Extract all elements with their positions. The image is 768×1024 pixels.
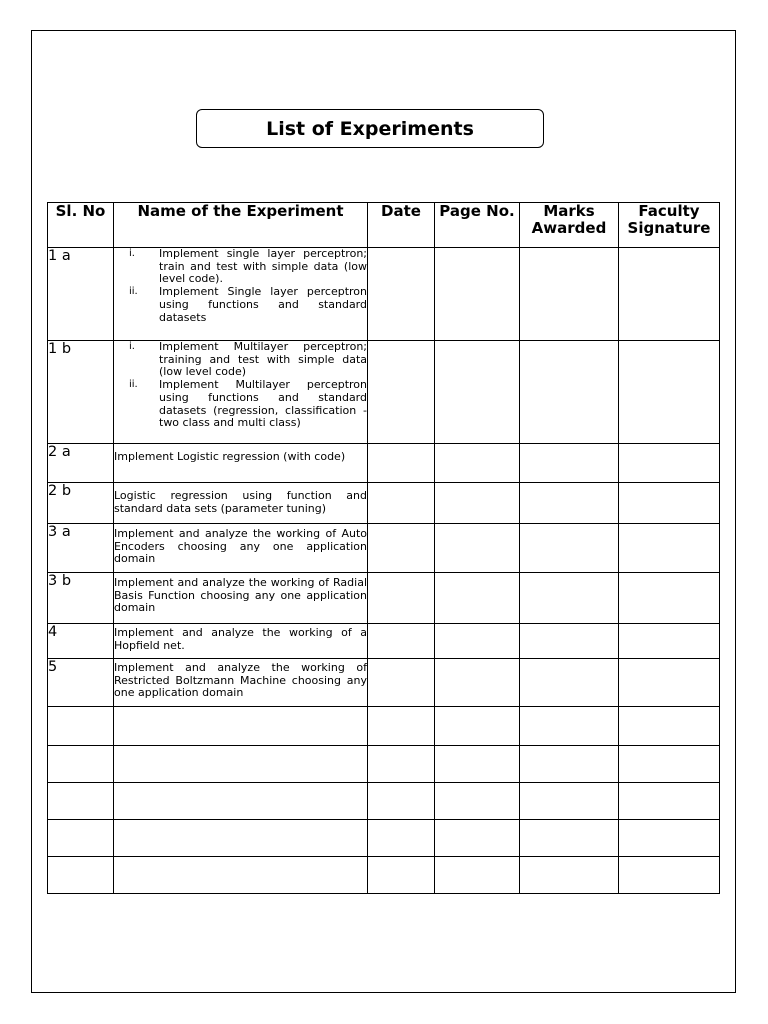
marks-cell[interactable]	[520, 783, 619, 820]
page-no-cell[interactable]	[435, 341, 520, 444]
sl-cell: 5	[48, 659, 114, 707]
signature-cell[interactable]	[619, 573, 720, 624]
empty-row	[48, 820, 720, 857]
marks-cell[interactable]	[520, 820, 619, 857]
header-name: Name of the Experiment	[114, 203, 368, 248]
header-date: Date	[368, 203, 435, 248]
signature-cell[interactable]	[619, 483, 720, 524]
table-row	[48, 524, 720, 573]
experiment-name-cell: Logistic regression using function and standard data sets (parameter tuning)	[114, 483, 368, 524]
date-cell[interactable]	[368, 783, 435, 820]
date-cell[interactable]	[368, 857, 435, 894]
empty-row	[48, 707, 720, 746]
experiment-name-cell: Implement and analyze the working of Restricted Boltzmann Machine choosing any one application domain	[114, 659, 368, 707]
empty-row	[48, 746, 720, 783]
sl-cell: 3 a	[48, 524, 114, 573]
table-row	[48, 341, 720, 444]
date-cell[interactable]	[368, 624, 435, 659]
sl-cell[interactable]	[48, 783, 114, 820]
page-no-cell[interactable]	[435, 248, 520, 341]
experiment-name-cell[interactable]	[114, 707, 368, 746]
sl-cell: 2 b	[48, 483, 114, 524]
signature-cell[interactable]	[619, 707, 720, 746]
page-no-cell[interactable]	[435, 707, 520, 746]
title-box	[196, 109, 544, 148]
experiment-text: Implement Single layer perceptron using functions and standard datasets	[159, 285, 367, 324]
experiment-name-cell: Implement and analyze the working of Auto Encoders choosing any one application domain	[114, 524, 368, 573]
table-row	[48, 248, 720, 341]
signature-cell[interactable]	[619, 248, 720, 341]
date-cell[interactable]	[368, 341, 435, 444]
list-number: i.	[129, 248, 135, 259]
marks-cell[interactable]	[520, 341, 619, 444]
page-title: List of Experiments	[266, 117, 474, 140]
experiment-name-cell[interactable]	[114, 746, 368, 783]
page-no-cell[interactable]	[435, 573, 520, 624]
marks-cell[interactable]	[520, 524, 619, 573]
sl-cell: 2 a	[48, 444, 114, 483]
signature-cell[interactable]	[619, 746, 720, 783]
marks-cell[interactable]	[520, 483, 619, 524]
signature-cell[interactable]	[619, 820, 720, 857]
page-no-cell[interactable]	[435, 444, 520, 483]
marks-cell[interactable]	[520, 624, 619, 659]
experiment-text: Implement Multilayer perceptron; training and test with simple data (low level code)	[159, 340, 367, 379]
signature-cell[interactable]	[619, 783, 720, 820]
table-row	[48, 444, 720, 483]
date-cell[interactable]	[368, 444, 435, 483]
experiment-name-cell: Implement and analyze the working of Radial Basis Function choosing any one application domain	[114, 573, 368, 624]
page-no-cell[interactable]	[435, 624, 520, 659]
experiment-text: Implement single layer perceptron; train and test with simple data (low level code).	[159, 247, 367, 286]
sl-cell[interactable]	[48, 707, 114, 746]
experiment-name-cell	[114, 341, 368, 444]
page-no-cell[interactable]	[435, 483, 520, 524]
signature-cell[interactable]	[619, 444, 720, 483]
marks-cell[interactable]	[520, 707, 619, 746]
sl-cell: 4	[48, 624, 114, 659]
date-cell[interactable]	[368, 659, 435, 707]
date-cell[interactable]	[368, 248, 435, 341]
signature-cell[interactable]	[619, 624, 720, 659]
experiment-name-cell[interactable]	[114, 820, 368, 857]
date-cell[interactable]	[368, 524, 435, 573]
header-marks: Marks Awarded	[520, 203, 619, 248]
marks-cell[interactable]	[520, 573, 619, 624]
header-faculty: Faculty Signature	[619, 203, 720, 248]
header-page-no: Page No.	[435, 203, 520, 248]
experiment-name-cell	[114, 248, 368, 341]
date-cell[interactable]	[368, 820, 435, 857]
experiment-name-cell[interactable]	[114, 857, 368, 894]
date-cell[interactable]	[368, 746, 435, 783]
table-row	[48, 483, 720, 524]
signature-cell[interactable]	[619, 857, 720, 894]
table-row	[48, 624, 720, 659]
marks-cell[interactable]	[520, 444, 619, 483]
signature-cell[interactable]	[619, 659, 720, 707]
page-no-cell[interactable]	[435, 857, 520, 894]
header-sl-no: Sl. No	[48, 203, 114, 248]
empty-row	[48, 783, 720, 820]
date-cell[interactable]	[368, 483, 435, 524]
header-row	[48, 203, 720, 248]
sl-cell[interactable]	[48, 746, 114, 783]
date-cell[interactable]	[368, 573, 435, 624]
page-no-cell[interactable]	[435, 746, 520, 783]
sl-cell[interactable]	[48, 857, 114, 894]
sl-cell[interactable]	[48, 820, 114, 857]
marks-cell[interactable]	[520, 659, 619, 707]
experiments-table	[47, 202, 720, 894]
page-no-cell[interactable]	[435, 820, 520, 857]
list-number: i.	[129, 341, 135, 352]
experiment-name-cell: Implement Logistic regression (with code)	[114, 444, 368, 483]
sl-cell: 1 b	[48, 341, 114, 444]
marks-cell[interactable]	[520, 248, 619, 341]
signature-cell[interactable]	[619, 341, 720, 444]
list-number: ii.	[129, 379, 138, 391]
experiment-name-cell[interactable]	[114, 783, 368, 820]
date-cell[interactable]	[368, 707, 435, 746]
experiment-text: Implement Multilayer perceptron using functions and standard datasets (regression, classification - two class and multi class)	[159, 378, 367, 430]
page-no-cell[interactable]	[435, 783, 520, 820]
table-row	[48, 573, 720, 624]
marks-cell[interactable]	[520, 857, 619, 894]
list-number: ii.	[129, 286, 138, 298]
sl-cell: 1 a	[48, 248, 114, 341]
empty-row	[48, 857, 720, 894]
experiment-name-cell: Implement and analyze the working of a Hopfield net.	[114, 624, 368, 659]
page-no-cell[interactable]	[435, 524, 520, 573]
table-row	[48, 659, 720, 707]
signature-cell[interactable]	[619, 524, 720, 573]
page-no-cell[interactable]	[435, 659, 520, 707]
sl-cell: 3 b	[48, 573, 114, 624]
marks-cell[interactable]	[520, 746, 619, 783]
